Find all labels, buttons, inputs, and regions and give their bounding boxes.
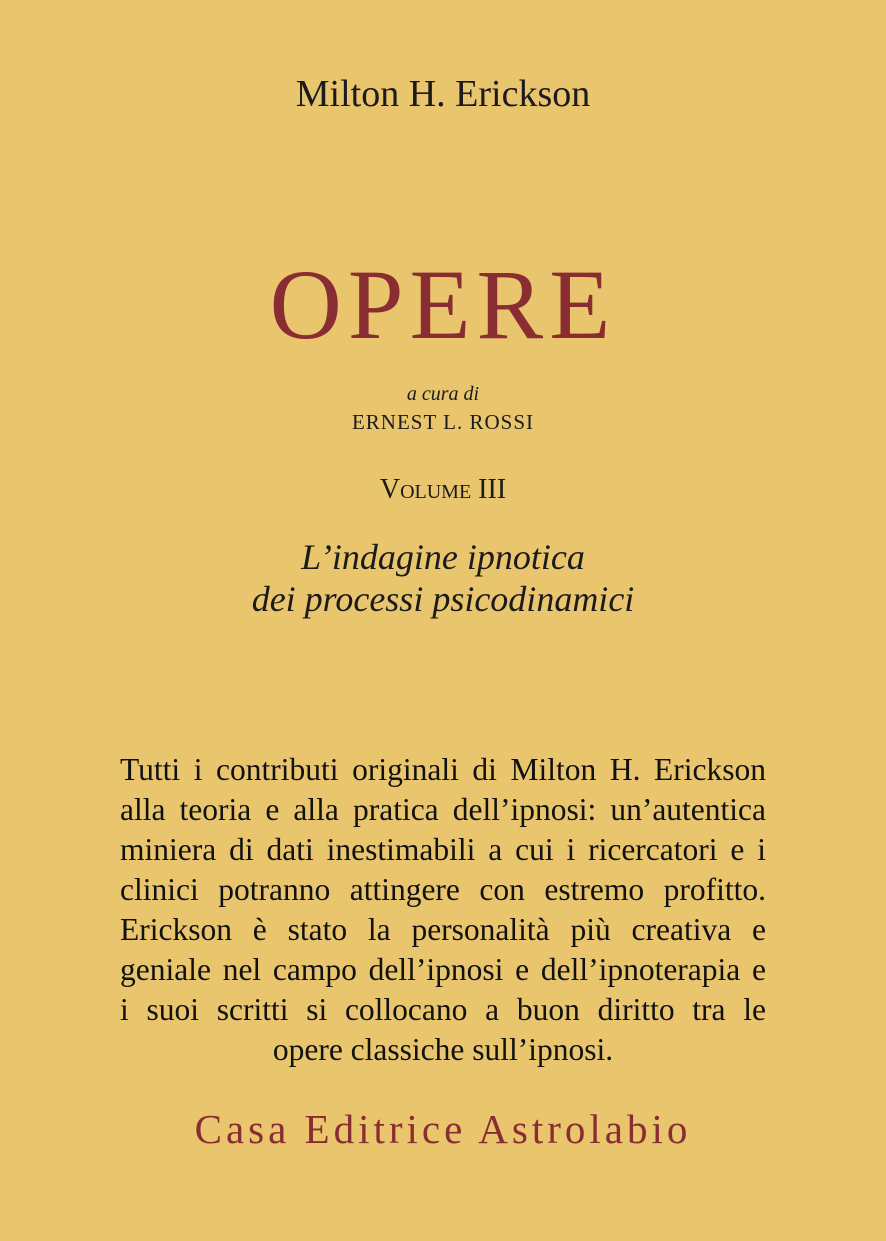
blurb-line: Tutti i contributi originali di Milton H. Erickson: [120, 752, 766, 787]
author-name: Milton H. Erickson: [295, 73, 591, 115]
blurb-paragraph: [120, 750, 766, 1070]
curator-label: a cura di: [406, 383, 480, 405]
blurb-line: opere classiche sull’ipnosi.: [272, 1032, 614, 1067]
blurb-line: clinici potranno attingere con estremo profitto.: [120, 872, 766, 907]
volume-label: Volume III: [379, 474, 507, 505]
book-subtitle: [0, 536, 886, 620]
curator-name: ERNEST L. ROSSI: [351, 410, 535, 434]
subtitle-line: L’indagine ipnotica: [301, 537, 585, 577]
publisher-name: Casa Editrice Astrolabio: [194, 1106, 692, 1152]
blurb-line: geniale nel campo dell’ipnosi e dell’ipnoterapia e: [120, 952, 766, 987]
book-title: OPERE: [269, 249, 617, 360]
blurb-line: miniera di dati inestimabili a cui i ricercatori e i: [120, 832, 766, 867]
blurb-line: alla teoria e alla pratica dell’ipnosi: un’autentica: [120, 792, 766, 827]
blurb-line: Erickson è stato la personalità più creativa e: [120, 912, 766, 947]
blurb-line: i suoi scritti si collocano a buon diritto tra le: [120, 992, 766, 1027]
subtitle-line: dei processi psicodinamici: [251, 579, 635, 619]
